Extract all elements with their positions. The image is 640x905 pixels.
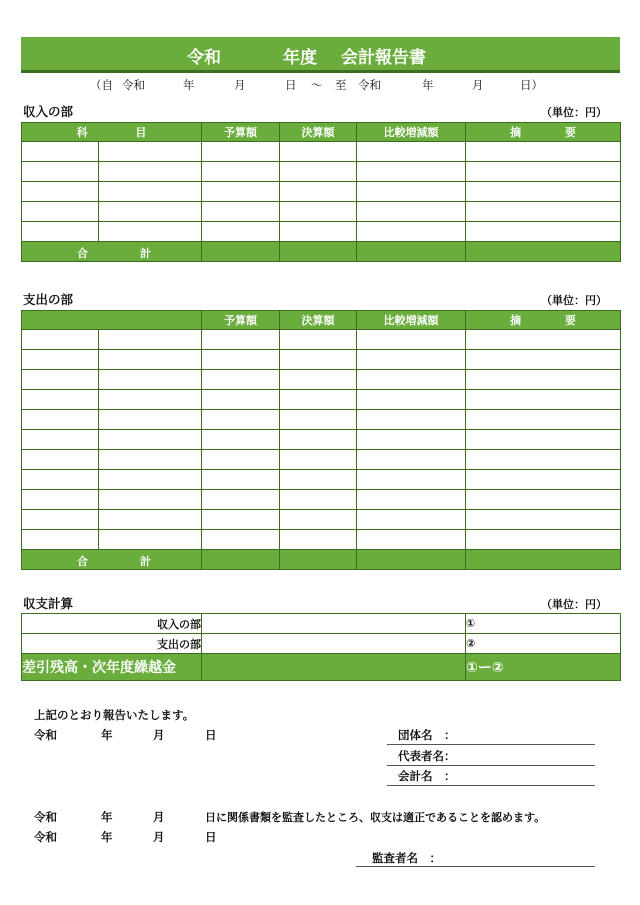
period-year-to: 年 bbox=[422, 78, 434, 92]
period-year-from: 年 bbox=[183, 78, 195, 92]
period-day-to: 日） bbox=[520, 78, 543, 92]
summary-diff-label: 差引残高・次年度繰越金 bbox=[22, 654, 202, 681]
income-header-subject: 科 目 bbox=[22, 123, 202, 142]
audit-month-2: 月 bbox=[153, 830, 165, 844]
table-row bbox=[22, 530, 621, 550]
income-unit: （単位：円） bbox=[541, 106, 607, 119]
table-row bbox=[22, 142, 621, 162]
table-row bbox=[22, 350, 621, 370]
expense-header-budget: 予算額 bbox=[202, 311, 280, 330]
expense-header-note: 摘 要 bbox=[466, 311, 621, 330]
title-fiscal-year: 年度 bbox=[283, 48, 317, 68]
org-name-line[interactable] bbox=[387, 744, 595, 745]
income-header-diff: 比較増減額 bbox=[357, 123, 466, 142]
accountant-line[interactable] bbox=[387, 785, 595, 786]
expense-table bbox=[21, 310, 621, 570]
audit-day-2: 日 bbox=[205, 830, 217, 844]
summary-section-label: 収支計算 bbox=[23, 596, 74, 611]
representative-label: 代表者名： bbox=[398, 749, 456, 763]
summary-income-mark[interactable]: ① bbox=[466, 614, 621, 634]
title-bar bbox=[21, 37, 620, 70]
audit-era-2: 令和 bbox=[34, 830, 57, 844]
income-table bbox=[21, 122, 621, 262]
income-total-row bbox=[22, 242, 621, 262]
page-title: 会計報告書 bbox=[341, 48, 426, 68]
summary-table bbox=[21, 613, 621, 681]
auditor-line[interactable] bbox=[356, 866, 595, 867]
expense-header-diff: 比較増減額 bbox=[357, 311, 466, 330]
table-row bbox=[22, 370, 621, 390]
title-underline bbox=[21, 70, 620, 73]
income-section-label: 収入の部 bbox=[23, 104, 74, 119]
table-row bbox=[22, 490, 621, 510]
report-day: 日 bbox=[205, 728, 217, 742]
representative-line[interactable] bbox=[387, 765, 595, 766]
period-open: （自 bbox=[90, 78, 113, 92]
auditor-label: 監査者名 ： bbox=[372, 851, 441, 865]
report-year: 年 bbox=[101, 728, 113, 742]
income-header-actual: 決算額 bbox=[280, 123, 357, 142]
period-day-from: 日 bbox=[285, 78, 297, 92]
summary-row-diff bbox=[22, 654, 621, 681]
org-name-label: 団体名 ： bbox=[398, 728, 456, 742]
table-row bbox=[22, 202, 621, 222]
period-tilde: 〜 bbox=[311, 78, 323, 92]
period-month-to: 月 bbox=[472, 78, 484, 92]
title-era: 令和 bbox=[187, 48, 221, 68]
income-total-label: 合 計 bbox=[22, 242, 202, 262]
summary-expense-label: 支出の部 bbox=[22, 634, 202, 654]
table-row bbox=[22, 162, 621, 182]
table-row bbox=[22, 470, 621, 490]
table-row bbox=[22, 430, 621, 450]
report-month: 月 bbox=[153, 728, 165, 742]
summary-expense-mark[interactable]: ② bbox=[466, 634, 621, 654]
audit-year-1: 年 bbox=[101, 810, 113, 824]
summary-income-label: 収入の部 bbox=[22, 614, 202, 634]
summary-row-income bbox=[22, 614, 621, 634]
expense-total-label: 合 計 bbox=[22, 550, 202, 570]
table-row bbox=[22, 390, 621, 410]
audit-statement: 日に関係書類を監査したところ、収支は適正であることを認めます。 bbox=[205, 811, 546, 824]
audit-era-1: 令和 bbox=[34, 810, 57, 824]
table-row bbox=[22, 450, 621, 470]
period-era-from: 令和 bbox=[122, 78, 145, 92]
period-to: 至 bbox=[335, 78, 347, 92]
expense-unit: （単位：円） bbox=[541, 294, 607, 307]
audit-month-1: 月 bbox=[153, 810, 165, 824]
table-row bbox=[22, 410, 621, 430]
summary-unit: （単位：円） bbox=[541, 598, 607, 611]
report-era: 令和 bbox=[34, 728, 57, 742]
expense-total-row bbox=[22, 550, 621, 570]
table-row bbox=[22, 510, 621, 530]
accountant-label: 会計名 ： bbox=[398, 769, 456, 783]
period-era-to: 令和 bbox=[358, 78, 381, 92]
income-header-budget: 予算額 bbox=[202, 123, 280, 142]
summary-diff-mark[interactable]: ①ー② bbox=[466, 654, 621, 681]
table-row bbox=[22, 330, 621, 350]
income-header-note: 摘 要 bbox=[466, 123, 621, 142]
expense-section-label: 支出の部 bbox=[23, 292, 74, 307]
report-statement: 上記のとおり報告いたします。 bbox=[34, 708, 195, 722]
audit-year-2: 年 bbox=[101, 830, 113, 844]
expense-header-actual: 決算額 bbox=[280, 311, 357, 330]
summary-row-expense bbox=[22, 634, 621, 654]
period-month-from: 月 bbox=[234, 78, 246, 92]
expense-header-subject bbox=[22, 311, 202, 330]
table-row bbox=[22, 222, 621, 242]
table-row bbox=[22, 182, 621, 202]
